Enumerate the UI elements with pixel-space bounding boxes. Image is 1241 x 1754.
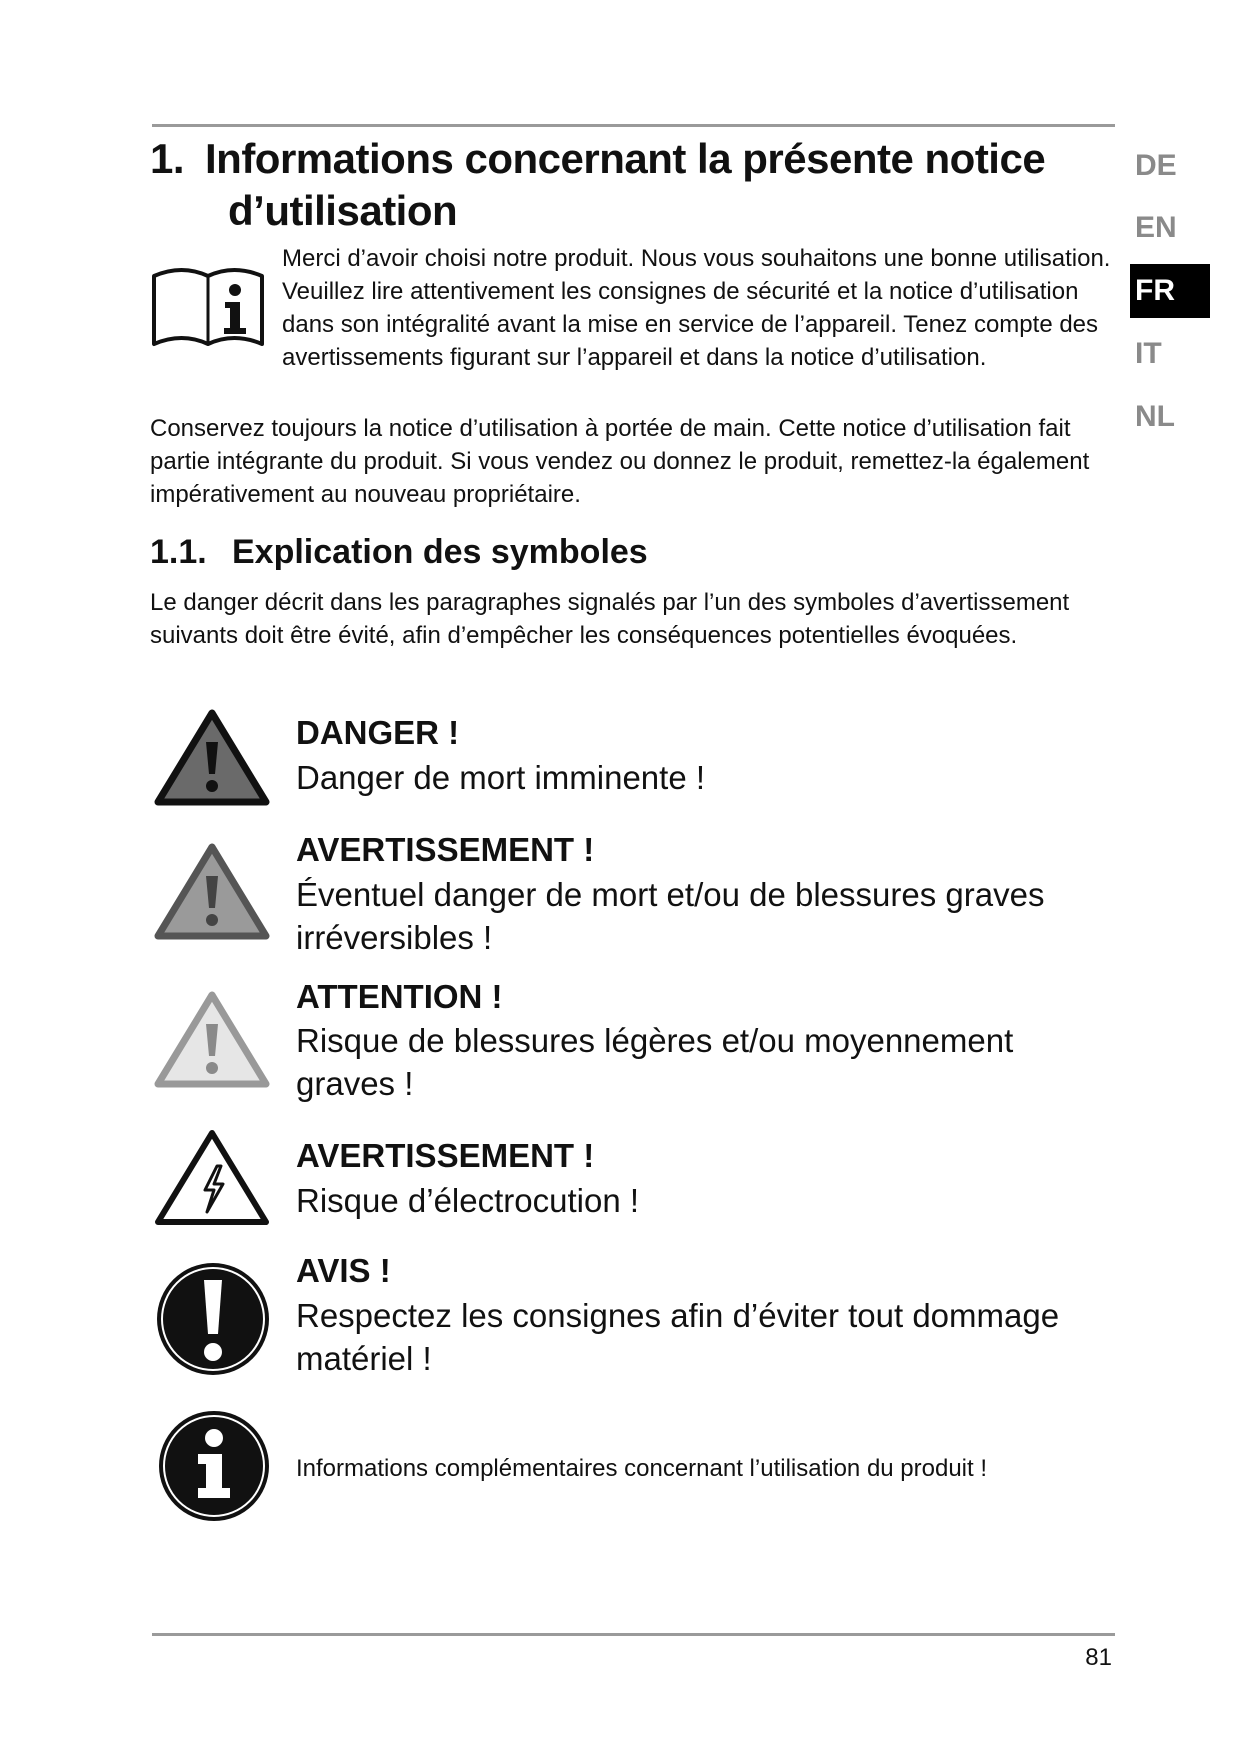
symbols-intro: Le danger décrit dans les paragraphes signalés par l’un des symboles d’avertissement suivants doit être évité, afin d’empêcher les conséquences potentielles évoquées. xyxy=(150,589,1070,649)
page-number: 81 xyxy=(1085,1644,1112,1671)
notice-exclamation-icon xyxy=(154,1260,272,1378)
bottom-rule xyxy=(152,1633,1115,1636)
electric-shock-icon xyxy=(153,1128,271,1228)
info-circle-icon xyxy=(156,1408,272,1524)
caution-triangle-icon xyxy=(153,990,271,1090)
section-title: Explication des symboles xyxy=(232,533,648,571)
title-number: 1. xyxy=(150,135,185,182)
symbol-title-notice: AVIS ! xyxy=(296,1252,391,1289)
symbol-desc-electric: Risque d’électrocution ! xyxy=(296,1182,640,1219)
symbol-desc-danger: Danger de mort imminente ! xyxy=(296,759,706,796)
tab-lang-fr[interactable]: FR xyxy=(1130,264,1210,318)
tab-lang-it[interactable]: IT xyxy=(1135,337,1162,370)
symbol-desc-warning: Éventuel danger de mort et/ou de blessures graves irréversibles ! xyxy=(296,876,1045,956)
intro-paragraph-3: Conservez toujours la notice d’utilisation à portée de main. Cette notice d’utilisation fait partie intégrante du produit. Si vous vendez ou donnez le produit, remettez-la également impérativement au nouveau propriétaire. xyxy=(150,415,1090,508)
symbol-desc-attention: Risque de blessures légères et/ou moyennement graves ! xyxy=(296,1022,1014,1102)
tab-lang-nl[interactable]: NL xyxy=(1135,400,1175,433)
intro-block xyxy=(282,242,1112,374)
symbol-title-electric: AVERTISSEMENT ! xyxy=(296,1137,595,1174)
danger-triangle-icon xyxy=(153,708,271,808)
title-line-2: d’utilisation xyxy=(228,187,458,234)
symbol-title-attention: ATTENTION ! xyxy=(296,978,503,1015)
symbol-title-warning: AVERTISSEMENT ! xyxy=(296,831,595,868)
intro-paragraph-1: Merci d’avoir choisi notre produit. Nous vous souhaitons une bonne utilisation. xyxy=(282,245,1111,272)
top-rule xyxy=(152,124,1115,127)
tab-lang-de[interactable]: DE xyxy=(1135,149,1177,182)
section-number: 1.1. xyxy=(150,533,207,571)
section-heading xyxy=(150,530,648,574)
intro-paragraph-2: Veuillez lire attentivement les consignes de sécurité et la notice d’utilisation dans son intégralité avant la mise en service de l’appareil. Tenez compte des avertissements figurant sur l’appareil et dans la notice d’utilisation. xyxy=(282,278,1099,371)
title-line-1: Informations concernant la présente notice xyxy=(205,135,1046,182)
tab-lang-en[interactable]: EN xyxy=(1135,211,1177,244)
warning-triangle-icon xyxy=(153,842,271,942)
manual-info-icon xyxy=(150,262,266,350)
symbol-title-danger: DANGER ! xyxy=(296,714,460,751)
symbol-desc-info: Informations complémentaires concernant l’utilisation du produit ! xyxy=(296,1455,988,1482)
symbol-desc-notice: Respectez les consignes afin d’éviter tout dommage matériel ! xyxy=(296,1297,1060,1377)
